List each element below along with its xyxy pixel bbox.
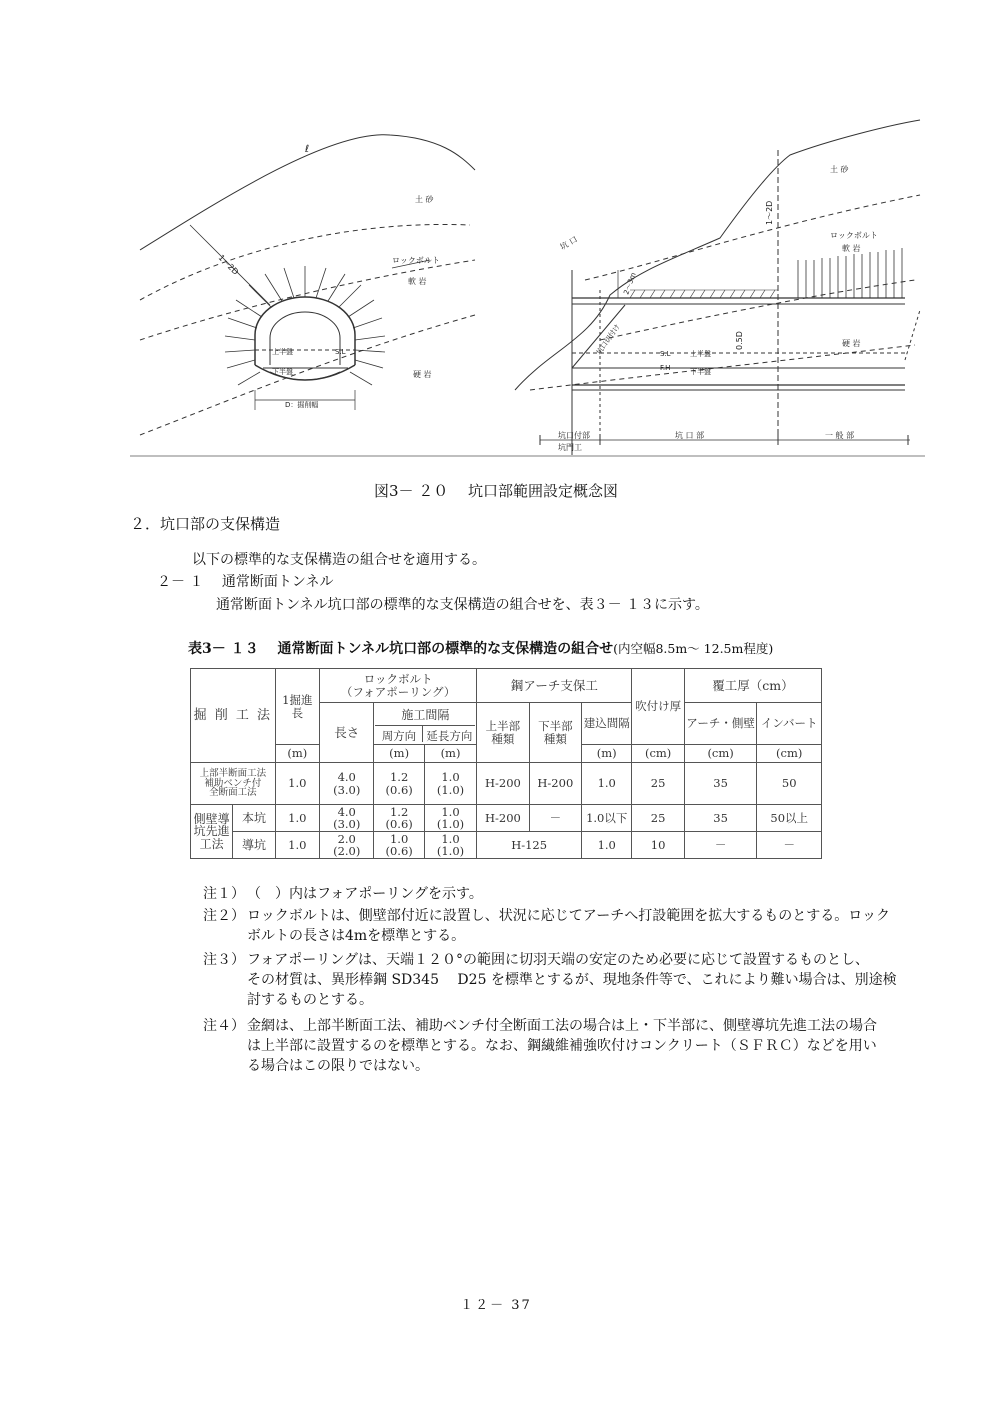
table-caption	[188, 638, 773, 658]
label-range: 2～3m	[622, 271, 638, 296]
table-caption-sub: (内空幅8.5m～ 12.5m程度)	[613, 641, 774, 656]
subsection-heading: ２－ １ 通常断面トンネル	[157, 574, 334, 590]
note-text: フォアポーリングは、天端１２０°の範囲に切羽天端の安定のため必要に応じて設置するものとし、	[247, 952, 870, 968]
figure-caption: 図3－ ２０ 坑口部範囲設定概念図	[373, 482, 619, 500]
note-text: （ ）内はフォアポーリングを示す。	[247, 886, 483, 902]
cell-steel: H-125	[477, 832, 582, 859]
cell-len: 4.0 (3.0)	[320, 763, 374, 805]
cell-adv: 1.0	[275, 763, 319, 805]
note-label: 注１）	[203, 886, 245, 902]
unit-circ: (m)	[374, 745, 424, 763]
table-row	[191, 763, 822, 805]
label-general: 一 般 部	[825, 431, 855, 440]
label-sl-r: S.L	[660, 350, 671, 358]
label-rockbolt: ロックボルト	[392, 256, 440, 265]
th-advance: 1掘進長	[275, 669, 319, 745]
th-method: 掘 削 工 法	[191, 669, 276, 763]
section-heading: ２．坑口部の支保構造	[130, 515, 281, 533]
cell-shot: 25	[632, 805, 684, 832]
th-interval: 建込間隔	[582, 703, 632, 745]
th-lining: 覆工厚（cm）	[684, 669, 821, 703]
cell-invert: －	[757, 832, 822, 859]
cell-long: 1.0 (1.0)	[424, 805, 476, 832]
label-1-2d-r: 1～2D	[765, 200, 774, 225]
cell-circ: 1.2 (0.6)	[374, 763, 424, 805]
portal-range-diagram	[130, 110, 925, 460]
note-text-cont: ボルトの長さは4mを標準とする。	[247, 928, 466, 944]
cell-arch: 35	[684, 805, 757, 832]
cell-len: 4.0 (3.0)	[320, 805, 374, 832]
cell-method-a: 側壁導 坑先進 工法	[191, 805, 233, 859]
th-long: 延長方向	[426, 729, 473, 744]
cell-interval: 1.0以下	[582, 805, 632, 832]
cell-interval: 1.0	[582, 832, 632, 859]
label-portal: 坑 口	[558, 234, 580, 252]
cell-long: 1.0 (1.0)	[424, 832, 476, 859]
th-spacing	[374, 703, 477, 745]
note-label: 注２）	[203, 908, 245, 924]
label-sl: S.L	[335, 348, 346, 356]
cell-invert: 50以上	[757, 805, 822, 832]
th-circ: 周方向	[375, 726, 423, 742]
th-length-label: 長さ	[334, 724, 360, 740]
cell-adv: 1.0	[275, 832, 319, 859]
cell-interval: 1.0	[582, 763, 632, 805]
table-row	[191, 832, 822, 859]
label-portal-section: 坑 口 部	[675, 431, 705, 440]
cell-long: 1.0 (1.0)	[424, 763, 476, 805]
cell-method-b: 本坑	[233, 805, 275, 832]
label-upper-r: 上半盤	[690, 350, 711, 358]
note-text: 金網は、上部半断面工法、補助ベンチ付全断面工法の場合は上・下半部に、側壁導坑先進工法の場合	[247, 1018, 877, 1034]
label-width: D：掘削幅	[285, 401, 319, 409]
unit-arch: (cm)	[684, 745, 757, 763]
note-label: 注４）	[203, 1018, 245, 1034]
cell-shot: 10	[632, 832, 684, 859]
cell-circ: 1.0 (0.6)	[374, 832, 424, 859]
unit-long: (m)	[424, 745, 476, 763]
note-label: 注３）	[203, 952, 245, 968]
note-3	[203, 950, 938, 1010]
unit-invert: (cm)	[757, 745, 822, 763]
th-spacing-label: 施工間隔	[375, 705, 475, 727]
label-l: ℓ	[305, 144, 310, 155]
cell-adv: 1.0	[275, 805, 319, 832]
cell-circ: 1.2 (0.6)	[374, 805, 424, 832]
th-rockbolt: ロックボルト （フォアポーリング）	[320, 669, 477, 703]
cell-arch: 35	[684, 763, 757, 805]
th-shotcrete: 吹付け厚	[632, 669, 684, 745]
support-structure-table	[190, 668, 822, 859]
label-portal-work: 坑門工	[558, 443, 582, 452]
page-number: １２－ 37	[460, 1298, 532, 1313]
note-text-cont: その材質は、異形棒鋼 SD345 D25 を標準とするが、現地条件等で、これにより難い場合は、別途検	[247, 972, 897, 988]
cell-upper: H-200	[477, 805, 529, 832]
cell-shot: 25	[632, 763, 684, 805]
label-soil-r: 土 砂	[830, 165, 849, 174]
cell-arch: －	[684, 832, 757, 859]
label-1-2d: 1～2D	[216, 253, 241, 277]
note-4	[203, 1016, 938, 1076]
th-arch: アーチ・側壁	[684, 703, 757, 745]
unit-interval: (m)	[582, 745, 632, 763]
intro-text: 以下の標準的な支保構造の組合せを適用する。	[192, 552, 486, 568]
th-length	[320, 703, 374, 763]
label-cut: 坑口切付け	[595, 322, 622, 357]
label-attached: 坑口付部	[558, 431, 590, 440]
label-upper: 上半盤	[272, 348, 293, 356]
note-2	[203, 906, 938, 946]
note-1	[203, 884, 938, 904]
label-fh: F.H	[660, 364, 671, 372]
label-depth: 0.5D	[735, 331, 744, 350]
cell-len: 2.0 (2.0)	[320, 832, 374, 859]
note-text-cont: る場合はこの限りではない。	[247, 1058, 429, 1074]
th-invert: インバート	[757, 703, 822, 745]
label-hard-rock: 硬 岩	[413, 370, 432, 379]
subsection-text: 通常断面トンネル坑口部の標準的な支保構造の組合せを、表３－ １３に示す。	[216, 597, 709, 613]
cell-method-b: 導坑	[233, 832, 275, 859]
note-text-cont: は上半部に設置するのを標準とする。なお、鋼繊維補強吹付けコンクリート（ＳＦＲＣ）などを用い	[247, 1038, 877, 1054]
cell-invert: 50	[757, 763, 822, 805]
cell-lower: －	[529, 805, 581, 832]
note-text: ロックボルトは、側壁部付近に設置し、状況に応じてアーチへ打設範囲を拡大するものとする。ロック	[247, 908, 891, 924]
th-upper: 上半部 種類	[477, 703, 529, 763]
table-row	[191, 805, 822, 832]
th-lower: 下半部 種類	[529, 703, 581, 763]
right-diagram-labels	[558, 164, 878, 452]
unit-advance: (m)	[275, 745, 319, 763]
note-text-cont: 討するものとする。	[247, 992, 373, 1008]
cell-upper: H-200	[477, 763, 529, 805]
label-hard-rock-r: 硬 岩	[842, 339, 861, 348]
label-soft-rock: 軟 岩	[408, 277, 427, 286]
cell-lower: H-200	[529, 763, 581, 805]
label-soft-rock-r: 軟 岩	[842, 244, 861, 253]
table-caption-main: 表3－ １３ 通常断面トンネル坑口部の標準的な支保構造の組合せ	[188, 641, 614, 657]
unit-shot: (cm)	[632, 745, 684, 763]
cell-method: 上部半断面工法 補助ベンチ付 全断面工法	[191, 763, 276, 805]
label-soil: 土 砂	[415, 195, 434, 204]
label-lower: 下半盤	[272, 368, 293, 376]
th-steel-arch: 鋼アーチ支保工	[477, 669, 632, 703]
label-lower-r: 下半盤	[690, 368, 711, 376]
label-rockbolt-r: ロックボルト	[830, 231, 878, 240]
right-diagram	[515, 120, 920, 455]
